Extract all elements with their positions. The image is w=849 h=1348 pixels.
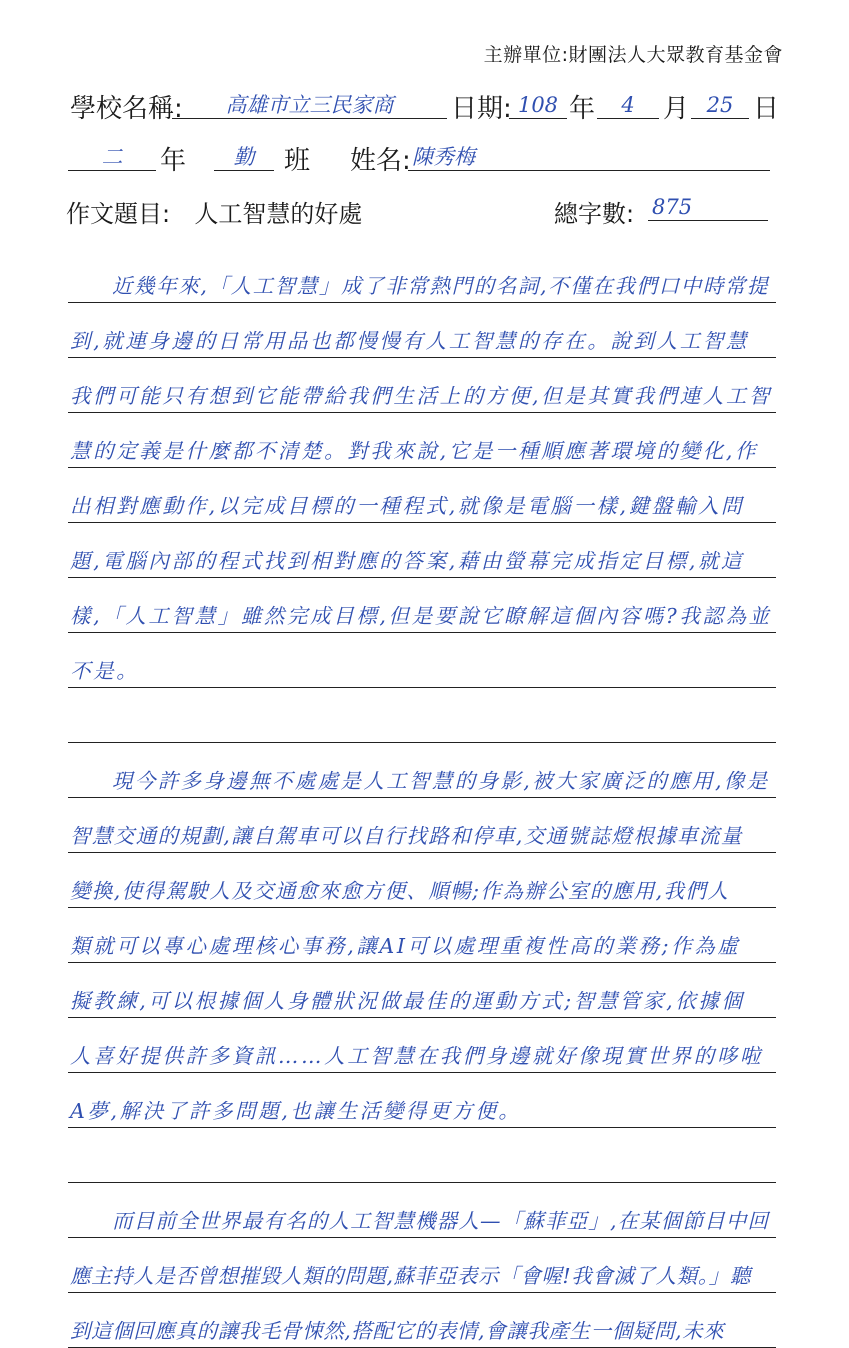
- day-label: 日: [753, 94, 780, 124]
- essay-line: [68, 1073, 776, 1128]
- essay-line-text: 題,電腦內部的程式找到相對應的答案,藉由螢幕完成指定目標,就這: [70, 549, 745, 573]
- wordcount-label: 總字數:: [554, 200, 635, 228]
- essay-line: [68, 963, 776, 1018]
- essay-line: [68, 248, 776, 303]
- grade-label: 年: [160, 146, 187, 176]
- date-year-field[interactable]: [509, 88, 567, 119]
- essay-line: [68, 908, 776, 963]
- wordcount-value: 875: [652, 195, 693, 219]
- grade-field[interactable]: [68, 140, 156, 171]
- date-label: 日期:: [451, 94, 512, 124]
- essay-line-text: 類就可以專心處理核心事務,讓AI可以處理重複性高的業務;作為虛: [70, 934, 741, 958]
- essay-line-text: 擬教練,可以根據個人身體狀況做最佳的運動方式;智慧管家,依據個: [70, 989, 745, 1013]
- essay-line-text: 我們可能只有想到它能帶給我們生活上的方便,但是其實我們連人工智: [70, 384, 773, 408]
- school-label: 學校名稱:: [70, 94, 183, 124]
- essay-line: [68, 413, 776, 468]
- essay-line: [68, 853, 776, 908]
- name-value: 陳秀梅: [412, 145, 475, 169]
- year-label: 年: [569, 94, 596, 124]
- essay-line-text: 出相對應動作,以完成目標的一種程式,就像是電腦一樣,鍵盤輸入問: [70, 494, 745, 518]
- wordcount-field[interactable]: [648, 194, 768, 221]
- class-value: 勤: [233, 145, 255, 169]
- essay-line-text: 慧的定義是什麼都不清楚。對我來說,它是一種順應著環境的變化,作: [70, 439, 759, 463]
- essay-line: [68, 1238, 776, 1293]
- essay-line-text: 到,就連身邊的日常用品也都慢慢有人工智慧的存在。說到人工智慧: [70, 329, 750, 353]
- name-label: 姓名:: [350, 146, 411, 176]
- essay-line: [68, 468, 776, 523]
- date-month-value: 4: [621, 93, 635, 117]
- topic-value: 人工智慧的好處: [194, 200, 363, 228]
- essay-line-text: A夢,解決了許多問題,也讓生活變得更方便。: [70, 1099, 522, 1123]
- date-day-field[interactable]: [691, 88, 749, 119]
- essay-line-text: 樣,「人工智慧」雖然完成目標,但是要說它瞭解這個內容嗎?我認為並: [70, 604, 772, 628]
- essay-line-text: 而目前全世界最有名的人工智慧機器人—「蘇菲亞」,在某個節目中回: [112, 1209, 770, 1233]
- essay-body[interactable]: [68, 248, 776, 1348]
- class-label: 班: [284, 146, 311, 176]
- organizer-label: 主辦單位:財團法人大眾教育基金會: [483, 44, 783, 66]
- essay-line-text: 近幾年來,「人工智慧」成了非常熱門的名詞,不僅在我們口中時常提: [112, 274, 770, 298]
- date-day-value: 25: [706, 93, 734, 117]
- essay-line-text: 現今許多身邊無不處處是人工智慧的身影,被大家廣泛的應用,像是: [112, 769, 770, 793]
- date-year-value: 108: [517, 93, 559, 117]
- essay-line: [68, 578, 776, 633]
- essay-line: [68, 1293, 776, 1348]
- essay-line-text: 到這個回應真的讓我毛骨悚然,搭配它的表情,會讓我產生一個疑問,未來: [70, 1319, 725, 1343]
- grade-value: 二: [101, 145, 123, 169]
- essay-line: [68, 523, 776, 578]
- essay-line: [68, 358, 776, 413]
- topic-row: [66, 194, 362, 229]
- name-field[interactable]: [408, 140, 770, 171]
- essay-line: [68, 1128, 776, 1183]
- essay-line: [68, 1183, 776, 1238]
- essay-line: [68, 1018, 776, 1073]
- essay-line: [68, 303, 776, 358]
- essay-line-text: 變換,使得駕駛人及交通愈來愈方便、順暢;作為辦公室的應用,我們人: [70, 879, 730, 903]
- class-field[interactable]: [214, 140, 274, 171]
- month-label: 月: [663, 94, 690, 124]
- school-field[interactable]: [172, 88, 447, 119]
- school-value: 高雄市立三民家商: [225, 93, 394, 117]
- essay-line: [68, 743, 776, 798]
- date-month-field[interactable]: [597, 88, 659, 119]
- essay-line: [68, 633, 776, 688]
- essay-line: [68, 798, 776, 853]
- essay-line-text: 應主持人是否曾想摧毀人類的問題,蘇菲亞表示「會喔!我會滅了人類。」聽: [70, 1264, 751, 1288]
- essay-line: [68, 688, 776, 743]
- essay-line-text: 不是。: [70, 659, 140, 683]
- topic-label: 作文題目:: [66, 200, 171, 228]
- essay-line-text: 人喜好提供許多資訊……人工智慧在我們身邊就好像現實世界的哆啦: [70, 1044, 763, 1068]
- essay-line-text: 智慧交通的規劃,讓自駕車可以自行找路和停車,交通號誌燈根據車流量: [70, 824, 743, 848]
